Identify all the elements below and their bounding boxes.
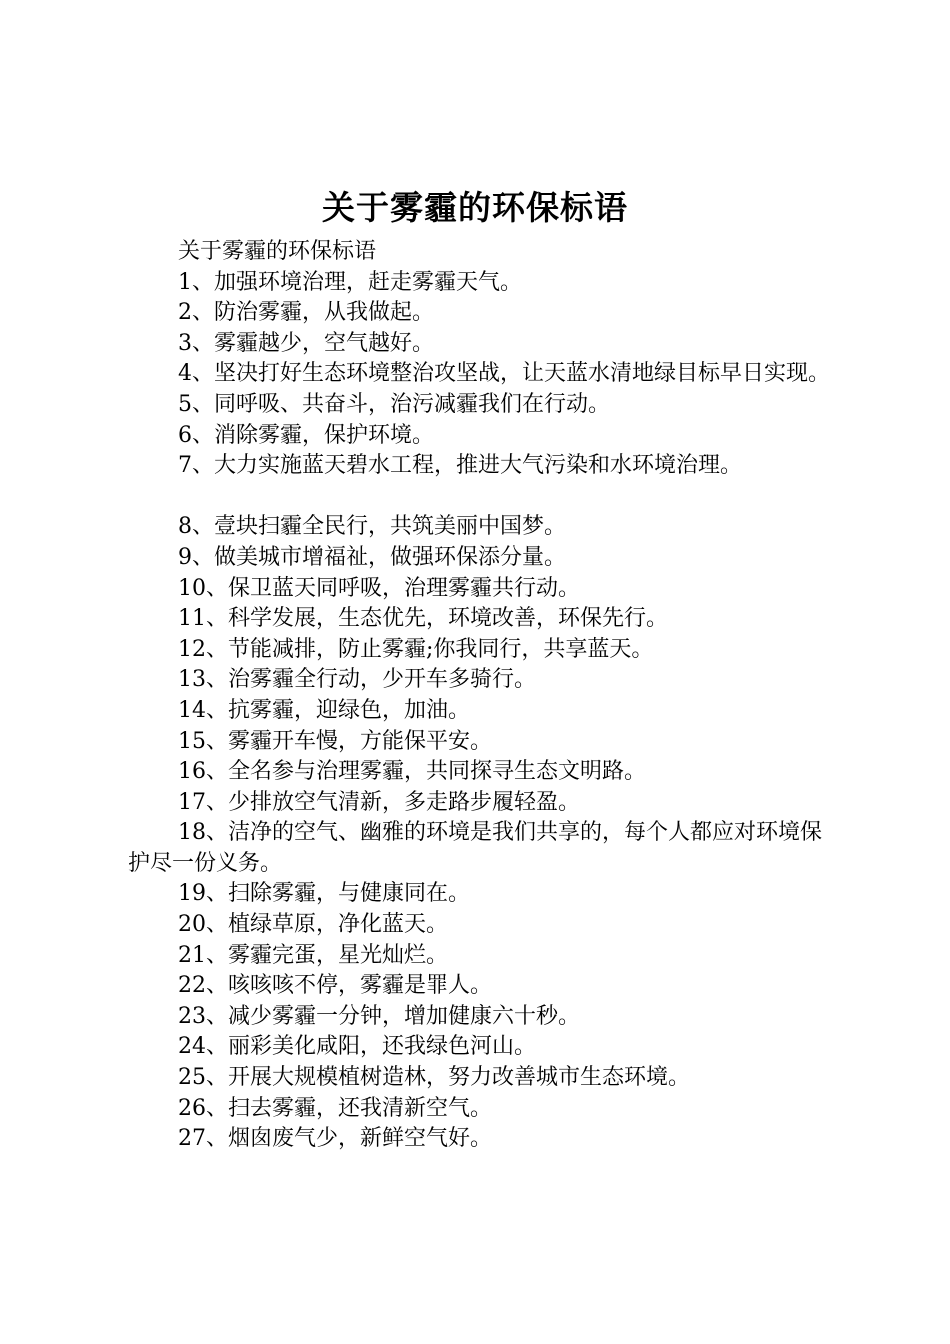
slogan-item-18: 18、洁净的空气、幽雅的环境是我们共享的，每个人都应对环境保护尽一份义务。: [128, 820, 822, 876]
blank-line: [128, 482, 832, 513]
slogan-item-13: 13、治雾霾全行动，少开车多骑行。: [178, 667, 536, 693]
slogan-item-4: 4、坚决打好生态环境整治攻坚战，让天蓝水清地绿目标早日实现。: [178, 361, 830, 387]
page-title: 关于雾霾的环保标语: [322, 188, 628, 227]
slogan-item-5: 5、同呼吸、共奋斗，治污减霾我们在行动。: [178, 391, 610, 417]
slogan-item-19: 19、扫除雾霾，与健康同在。: [178, 881, 470, 907]
slogan-item-9: 9、做美城市增福祉，做强环保添分量。: [178, 544, 566, 570]
slogan-item-25: 25、开展大规模植树造林，努力改善城市生态环境。: [178, 1065, 690, 1091]
slogan-item-15: 15、雾霾开车慢，方能保平安。: [178, 728, 492, 754]
slogan-item-14: 14、抗雾霾，迎绿色，加油。: [178, 697, 470, 723]
slogan-item-11: 11、科学发展，生态优先，环境改善，环保先行。: [178, 606, 668, 632]
slogan-item-10: 10、保卫蓝天同呼吸，治理雾霾共行动。: [178, 575, 580, 601]
slogan-item-21: 21、雾霾完蛋，星光灿烂。: [178, 942, 448, 968]
slogan-item-27: 27、烟囱废气少，新鲜空气好。: [178, 1126, 492, 1152]
slogan-item-22: 22、咳咳咳不停，雾霾是罪人。: [178, 973, 492, 999]
slogan-item-26: 26、扫去雾霾，还我清新空气。: [178, 1095, 492, 1121]
slogan-item-24: 24、丽彩美化咸阳，还我绿色河山。: [178, 1034, 536, 1060]
slogan-item-3: 3、雾霾越少，空气越好。: [178, 330, 434, 356]
slogan-item-1: 1、加强环境治理，赶走雾霾天气。: [178, 269, 522, 295]
slogan-item-2: 2、防治雾霾，从我做起。: [178, 300, 434, 326]
slogan-item-7: 7、大力实施蓝天碧水工程，推进大气污染和水环境治理。: [178, 453, 742, 479]
slogan-item-20: 20、植绿草原，净化蓝天。: [178, 912, 448, 938]
slogan-item-17: 17、少排放空气清新，多走路步履轻盈。: [178, 789, 580, 815]
subtitle-line: 关于雾霾的环保标语: [178, 239, 377, 264]
slogan-item-6: 6、消除雾霾，保护环境。: [178, 422, 434, 448]
slogan-item-8: 8、壹块扫霾全民行，共筑美丽中国梦。: [178, 514, 566, 540]
slogan-item-12: 12、节能减排，防止雾霾;你我同行，共享蓝天。: [178, 636, 654, 662]
document-body: [128, 237, 832, 1155]
slogan-item-23: 23、减少雾霾一分钟，增加健康六十秒。: [178, 1003, 580, 1029]
slogan-item-16: 16、全名参与治理雾霾，共同探寻生态文明路。: [178, 759, 646, 785]
